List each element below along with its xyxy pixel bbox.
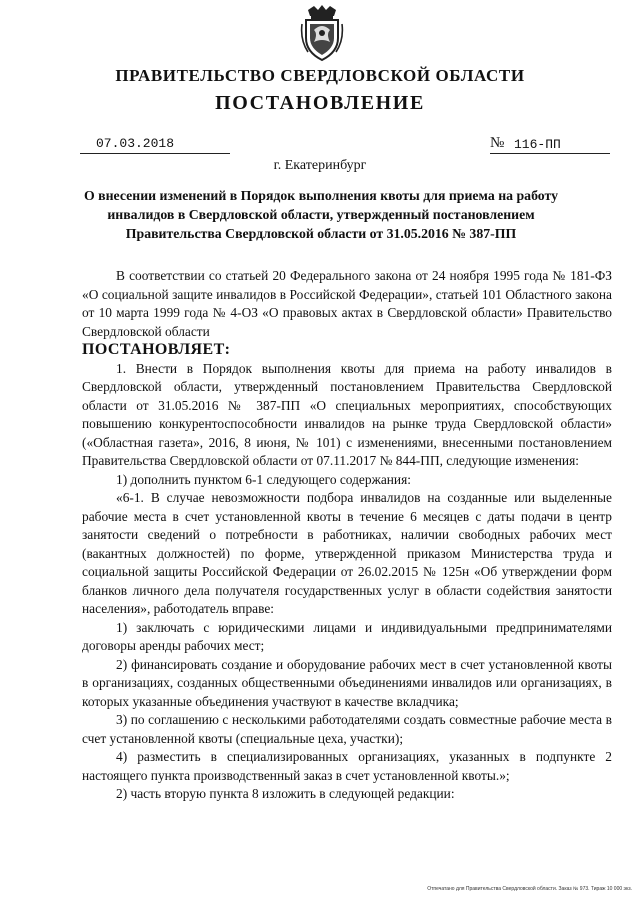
- document-city: г. Екатеринбург: [273, 158, 367, 173]
- body-paragraph: 1. Внести в Порядок выполнения квоты для приема на работу инвалидов в Свердловской области, утвержденный постановлением Правительства Свердловской области от 31.05.2016 № 387-ПП «О специальных мероприятиях, способствующих повышению конкурентоспособности инвалидов на рынке труда Свердловской области» («Областная газета», 2016, 8 июня, № 101) с изменениями, внесенными постановлением Правительства Свердловской области от 07.11.2017 № 844-ПП, следующие изменения:: [82, 360, 612, 468]
- government-name: ПРАВИТЕЛЬСТВО СВЕРДЛОВСКОЙ ОБЛАСТИ: [115, 66, 525, 85]
- body-paragraph: 2) финансировать создание и оборудование рабочих мест в счет установленной квоты в организациях, созданных общественными объединениями инвалидов или организациях, в которых указанные объединения участвуют в качестве вкладчика;: [82, 656, 612, 709]
- body-paragraph: «6-1. В случае невозможности подбора инвалидов на созданные или выделенные рабочие места в счет установленной квоты в течение 6 месяцев с даты подачи в центр занятости сведений о потребности в работниках, наличии свободных рабочих мест (вакантных должностей) по форме, утвержденной приказом Министерства труда и социальной защиты Российской Федерации от 26.02.2015 № 125н «Об утверждении форм бланков личного дела получателя государственных услуг в области содействия занятости населения», работодатель вправе:: [82, 490, 612, 616]
- document-type: ПОСТАНОВЛЕНИЕ: [215, 92, 425, 114]
- document-body: [82, 267, 612, 804]
- number-sign: №: [490, 135, 505, 151]
- preamble-paragraph: В соответствии со статьей 20 Федерального закона от 24 ноября 1995 года № 181-ФЗ «О социальной защите инвалидов в Российской Федерации», статьей 101 Областного закона от 10 марта 1999 года № 4-ОЗ «О правовых актах в Свердловской области» Правительство Свердловской области: [82, 268, 612, 339]
- resolves-heading: ПОСТАНОВЛЯЕТ:: [82, 341, 231, 358]
- document-date: 07.03.2018: [96, 136, 175, 151]
- body-paragraph: 3) по соглашению с несколькими работодателями создать совместные рабочие места в счет установленной квоты (специальные цеха, участки);: [82, 712, 612, 746]
- document-number-field: [490, 137, 610, 154]
- print-footer-note: Отпечатано для Правительства Свердловской области. Заказ № 973. Тираж 10 000 экз.: [427, 886, 632, 892]
- document-number: 116-ПП: [514, 137, 561, 152]
- body-paragraph: 1) дополнить пунктом 6-1 следующего содержания:: [116, 471, 411, 487]
- document-title: О внесении изменений в Порядок выполнения квоты для приема на работу инвалидов в Свердловской области, утвержденный постановлением Правительства Свердловской области от 31.05.2016 № 387-ПП: [83, 188, 559, 241]
- body-paragraph: 2) часть вторую пункта 8 изложить в следующей редакции:: [116, 786, 455, 801]
- body-paragraph: 1) заключать с юридическими лицами и индивидуальными предпринимателями договоры аренды рабочих мест;: [82, 619, 612, 653]
- document-date-field: [80, 137, 230, 154]
- body-paragraph: 4) разместить в специализированных организациях, указанных в подпункте 2 настоящего пункта производственный заказ в счет установленной квоты.»;: [82, 749, 612, 783]
- coat-of-arms-icon: [300, 4, 344, 62]
